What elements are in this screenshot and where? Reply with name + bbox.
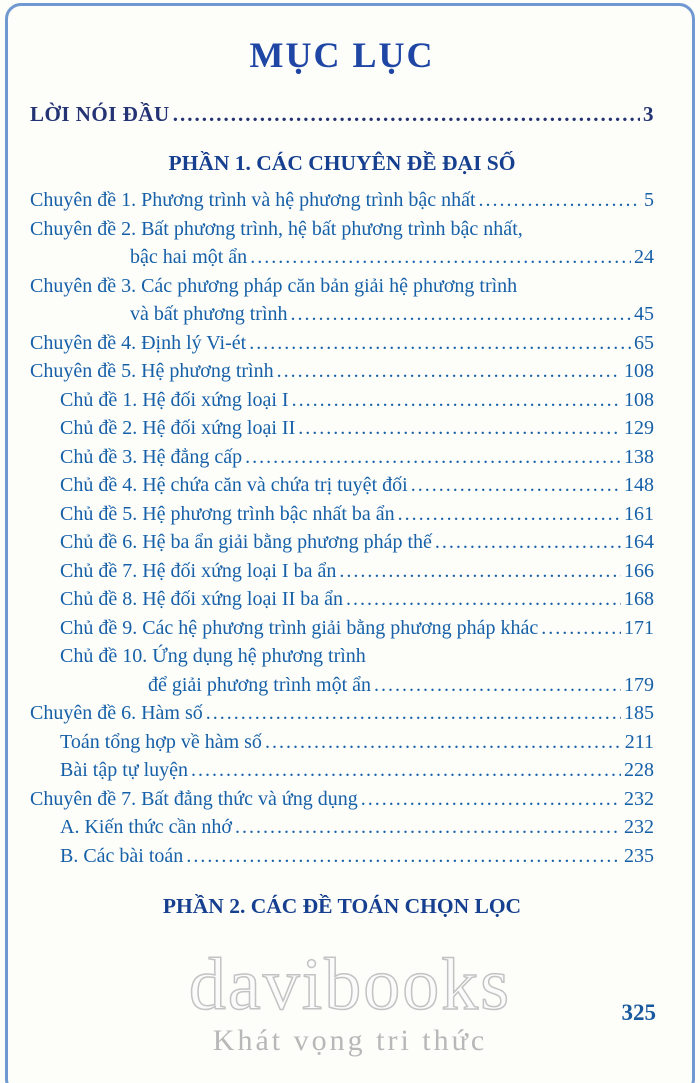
toc-row	[30, 842, 654, 871]
toc-row	[30, 728, 654, 757]
dot-leader	[291, 300, 632, 329]
toc-page-ref: 232	[624, 816, 654, 838]
toc-row-text: Chủ đề 7. Hệ đối xứng loại I ba ẩn	[60, 559, 337, 582]
toc-row-text: Chủ đề 8. Hệ đối xứng loại II ba ẩn	[60, 588, 343, 610]
dot-leader	[398, 500, 621, 529]
dot-leader	[346, 585, 621, 614]
dot-leader	[245, 443, 621, 472]
toc-row-text: Toán tổng hợp về hàm số	[60, 730, 262, 753]
toc-row	[30, 614, 654, 643]
toc-row-text: Chủ đề 9. Các hệ phương trình giải bằng phương pháp khác	[60, 616, 539, 639]
toc-row-text: PHẦN 2. CÁC ĐỀ TOÁN CHỌN LỌC	[162, 894, 522, 918]
toc-row-text: B. Các bài toán	[60, 844, 184, 867]
toc-page-ref: 24	[634, 246, 654, 268]
toc-row-text: Chuyên đề 1. Phương trình và hệ phương trình bậc nhất	[30, 189, 476, 211]
toc-page-ref: 171	[624, 616, 654, 639]
dot-leader	[186, 842, 621, 871]
toc-page-ref: 235	[624, 844, 654, 867]
toc-row	[30, 785, 654, 814]
toc-page-ref: 3	[643, 102, 654, 126]
page-number: 325	[621, 1000, 656, 1025]
dot-leader	[292, 386, 621, 415]
toc-row-text: Bài tập tự luyện	[60, 759, 189, 781]
watermark-logo-text: davibooks	[188, 944, 512, 1026]
toc-row-text: LỜI NÓI ĐẦU	[30, 102, 170, 126]
toc-page-ref: 138	[624, 445, 654, 468]
toc-row-text: PHẦN 1. CÁC CHUYÊN ĐỀ ĐẠI SỐ	[168, 150, 516, 175]
toc-row-text: Chuyên đề 3. Các phương pháp căn bản giải hệ phương trình	[30, 274, 518, 297]
toc-row	[30, 243, 654, 272]
dot-leader	[435, 528, 621, 557]
toc-row	[30, 100, 654, 129]
toc-page-ref: 45	[634, 303, 654, 325]
dot-leader	[361, 785, 621, 814]
toc-row-text: Chuyên đề 2. Bất phương trình, hệ bất phương trình bậc nhất,	[30, 217, 523, 240]
toc-page-ref: 232	[624, 787, 654, 810]
page-title: MỤC LỤC	[249, 35, 435, 75]
dot-leader	[206, 699, 621, 728]
dot-leader	[249, 329, 631, 358]
toc-page-ref: 108	[624, 360, 654, 382]
toc-page-ref: 179	[624, 673, 654, 696]
toc-row-text: để giải phương trình một ẩn	[148, 673, 372, 696]
toc-row	[30, 642, 654, 671]
toc-row	[30, 329, 654, 358]
toc-row-text: Chủ đề 10. Ứng dụng hệ phương trình	[60, 645, 366, 667]
toc-row	[30, 557, 654, 586]
section-heading	[30, 892, 654, 921]
toc-row	[30, 272, 654, 301]
toc-row	[30, 186, 654, 215]
toc-row	[30, 756, 654, 785]
toc-page-ref: 108	[624, 388, 654, 411]
dot-leader	[374, 671, 621, 700]
toc-page-ref: 166	[624, 559, 654, 582]
watermark	[0, 944, 700, 1058]
toc-row-text: Chủ đề 1. Hệ đối xứng loại I	[60, 388, 289, 411]
toc-row-text: Chủ đề 2. Hệ đối xứng loại II	[60, 417, 296, 439]
toc-row	[30, 528, 654, 557]
dot-leader	[265, 728, 622, 757]
watermark-slogan: Khát vọng tri thức	[212, 1024, 488, 1057]
toc-row-text: Chuyên đề 7. Bất đẳng thức và ứng dụng	[30, 787, 358, 810]
dot-leader	[411, 471, 621, 500]
toc-row	[30, 443, 654, 472]
toc-page-ref: 161	[624, 502, 654, 525]
toc-row	[30, 386, 654, 415]
toc-row	[30, 500, 654, 529]
toc-page-ref: 211	[624, 730, 654, 753]
dot-leader	[339, 557, 621, 586]
toc-page-ref: 65	[634, 331, 654, 354]
toc-row-text: Chuyên đề 5. Hệ phương trình	[30, 360, 274, 382]
toc-row	[30, 813, 654, 842]
toc-row	[30, 357, 654, 386]
toc-row-text: Chủ đề 3. Hệ đẳng cấp	[60, 445, 243, 468]
dot-leader	[191, 756, 621, 785]
toc-page-ref: 185	[624, 702, 654, 724]
toc-row	[30, 585, 654, 614]
toc-row	[30, 215, 654, 244]
toc-row-text: Chuyên đề 4. Định lý Vi-ét	[30, 331, 247, 354]
dot-leader	[277, 357, 621, 386]
dot-leader	[250, 243, 631, 272]
toc-row-text: Chủ đề 6. Hệ ba ẩn giải bằng phương pháp thế	[60, 531, 432, 553]
toc-row	[30, 414, 654, 443]
toc-row	[30, 671, 654, 700]
toc-row-text: Chủ đề 4. Hệ chứa căn và chứa trị tuyệt đối	[60, 474, 408, 496]
toc-row	[30, 300, 654, 329]
toc-row	[30, 471, 654, 500]
toc-row-text: A. Kiến thức cần nhớ	[60, 816, 232, 838]
toc-row-text: bậc hai một ẩn	[130, 246, 248, 268]
toc-row-text: Chuyên đề 6. Hàm số	[30, 702, 203, 724]
dot-leader	[479, 186, 641, 215]
toc-row	[30, 699, 654, 728]
dot-leader	[173, 100, 640, 129]
toc-page-ref: 129	[624, 417, 654, 439]
toc-row-text: Chủ đề 5. Hệ phương trình bậc nhất ba ẩn	[60, 502, 395, 525]
section-heading	[30, 149, 654, 178]
toc-page-ref: 168	[624, 588, 654, 610]
toc-row-text: và bất phương trình	[130, 303, 288, 325]
dot-leader	[541, 614, 621, 643]
dot-leader	[235, 813, 621, 842]
toc-page-ref: 5	[644, 189, 654, 211]
dot-leader	[298, 414, 621, 443]
toc-rows	[30, 100, 654, 921]
toc-page-ref: 148	[624, 474, 654, 496]
toc-page-ref: 228	[624, 759, 654, 781]
toc-page-ref: 164	[624, 531, 654, 553]
